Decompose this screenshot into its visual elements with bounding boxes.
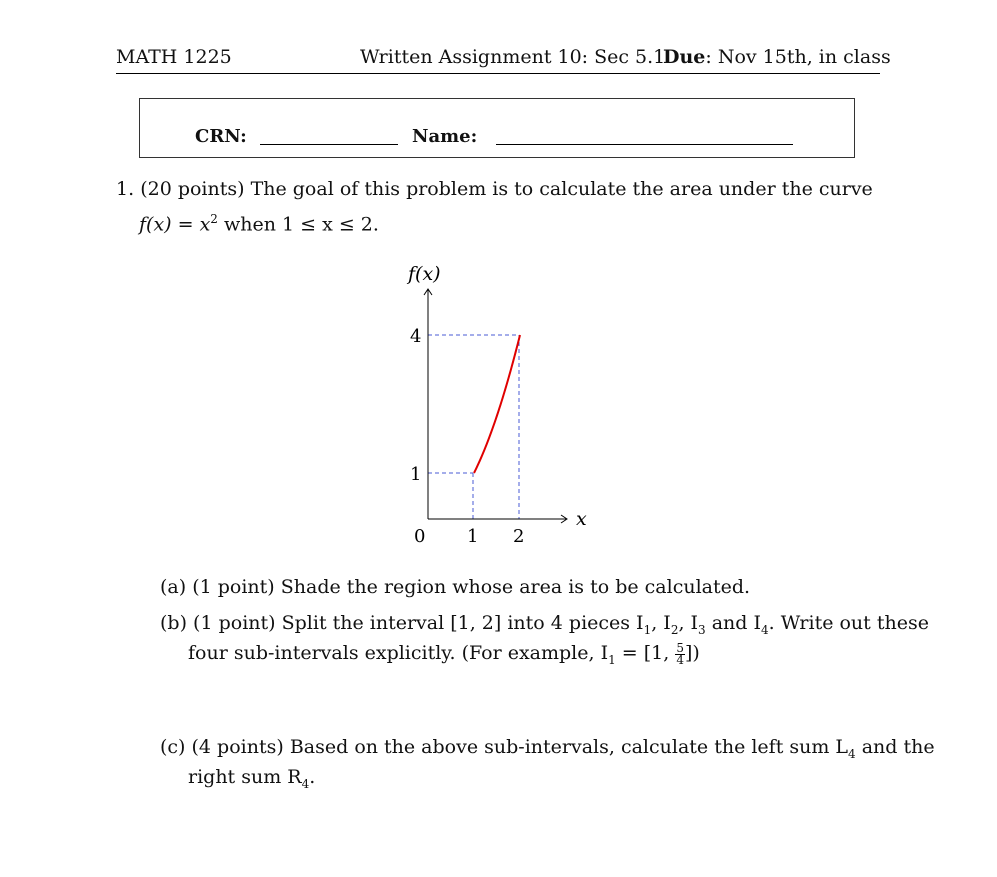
frac-den: 4	[676, 652, 684, 667]
part-b-text-5: = [1,	[615, 642, 676, 664]
problem-intro-text: The goal of this problem is to calculate the area under the curve	[250, 178, 873, 200]
part-c-label: (c)	[160, 736, 186, 758]
part-b-line-2	[188, 642, 700, 667]
curve-x-squared	[474, 335, 520, 473]
part-a	[160, 576, 750, 598]
problem-1-intro	[116, 178, 873, 200]
part-a-points: (1 point)	[192, 576, 275, 598]
part-c-text-3: right sum R	[188, 766, 302, 788]
x-tick-label-1: 1	[467, 526, 479, 547]
course-code: MATH 1225	[116, 46, 232, 68]
y-tick-label-1: 1	[410, 464, 422, 485]
part-c-points: (4 points)	[191, 736, 284, 758]
name-blank[interactable]	[496, 144, 793, 145]
part-b-text-4: four sub-intervals explicitly. (For example, I	[188, 642, 609, 664]
part-c-line-1	[160, 736, 935, 761]
part-b-points: (1 point)	[193, 612, 276, 634]
sep-2: , I	[678, 612, 699, 634]
x-tick-label-2: 2	[513, 526, 525, 547]
y-axis-label: f(x)	[408, 263, 441, 285]
frac-num: 5	[676, 640, 684, 655]
due-label: Due	[663, 46, 706, 68]
sub-1-example: 1	[608, 652, 616, 667]
y-tick-label-4: 4	[410, 326, 422, 347]
function-graph	[380, 258, 600, 548]
part-b-text-2: and I	[711, 612, 762, 634]
part-b-text-1: Split the interval [1, 2] into 4 pieces I	[281, 612, 644, 634]
sub-1: 1	[643, 622, 652, 637]
part-b-line-1	[160, 612, 929, 637]
function-exponent: 2	[210, 212, 218, 226]
origin-label: 0	[414, 526, 426, 547]
x-axis-label: x	[576, 508, 587, 530]
crn-label: CRN:	[195, 126, 247, 147]
due-date	[663, 46, 891, 68]
crn-blank[interactable]	[260, 144, 398, 145]
header-rule	[116, 73, 880, 74]
sub-L4: 4	[848, 746, 856, 761]
part-c-text-1: Based on the above sub-intervals, calculate the left sum L	[289, 736, 849, 758]
assignment-title: Written Assignment 10: Sec 5.1	[360, 46, 666, 68]
part-a-text: Shade the region whose area is to be calculated.	[280, 576, 751, 598]
part-c-text-2: and the	[855, 736, 935, 758]
due-value: : Nov 15th, in class	[705, 46, 891, 68]
part-b-text-6: ])	[684, 642, 700, 664]
part-b-text-3: . Write out these	[768, 612, 929, 634]
name-label: Name:	[412, 126, 478, 147]
sub-4: 4	[761, 622, 769, 637]
sub-2: 2	[670, 622, 679, 637]
part-c-text-4: .	[309, 766, 316, 788]
sub-3: 3	[698, 622, 706, 637]
part-c-line-2	[188, 766, 315, 791]
sep-1: , I	[651, 612, 671, 634]
part-a-label: (a)	[160, 576, 187, 598]
sub-R4: 4	[301, 776, 310, 791]
function-eq: = x	[171, 213, 211, 236]
fraction-5-4	[675, 640, 685, 667]
function-domain: when 1 ≤ x ≤ 2.	[217, 213, 379, 236]
problem-number: 1.	[116, 178, 135, 200]
problem-function-line	[139, 212, 379, 235]
function-lhs: f(x)	[139, 213, 172, 236]
part-b-label: (b)	[160, 612, 187, 634]
problem-points: (20 points)	[140, 178, 245, 200]
